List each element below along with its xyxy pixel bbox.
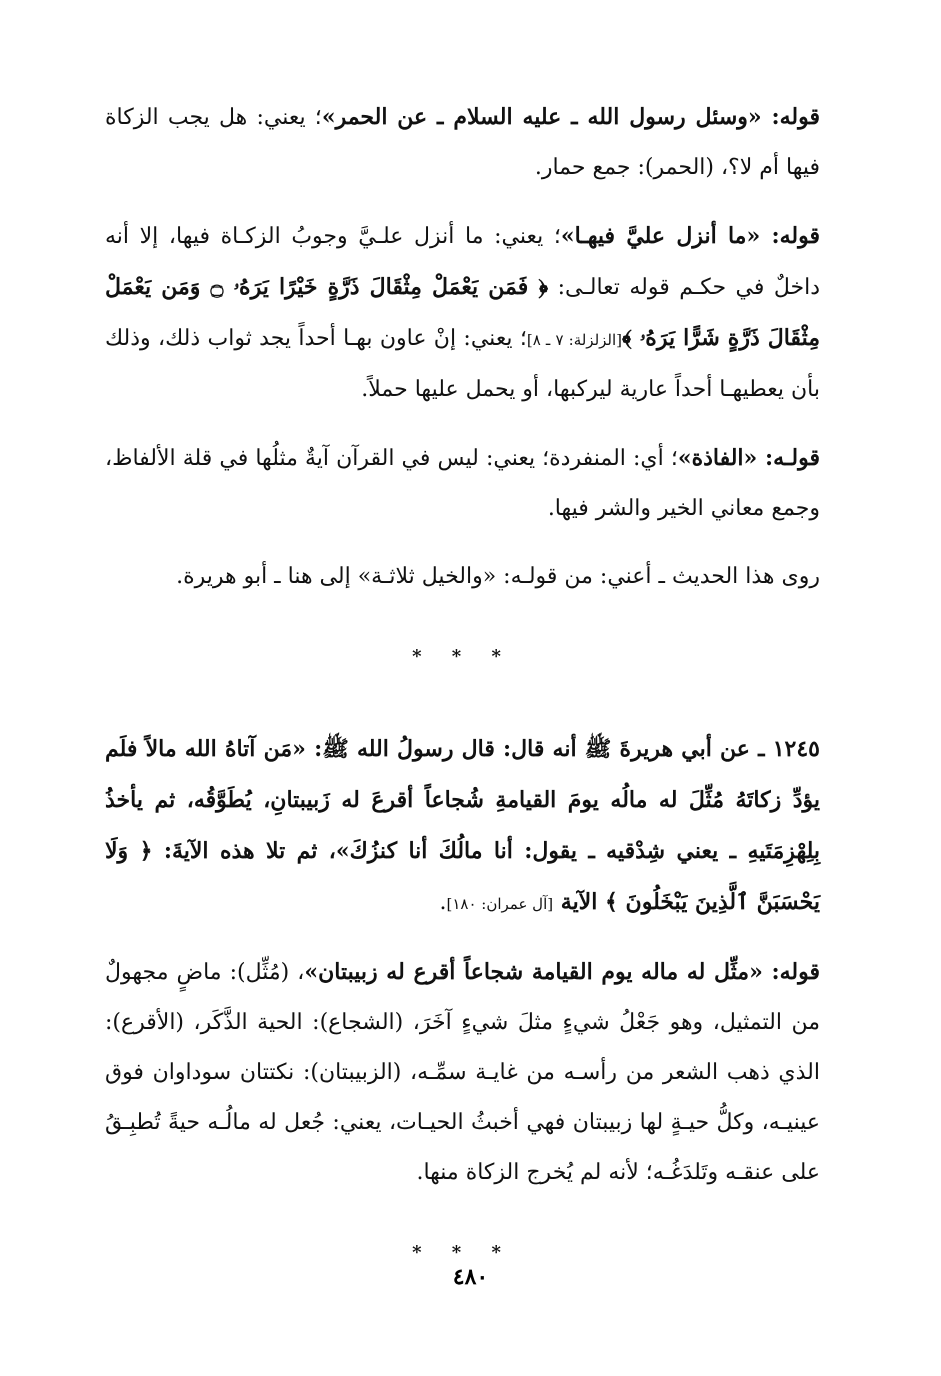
explanation-text: ؛ يعني: إنْ عاون بهـا أحداً يجد ثواب ذلك، وذلك بأن يعطيهـا أحداً عارية ليركبها، أو يحمل عليها حملاً. (105, 326, 820, 402)
section-separator: * * * (412, 1242, 513, 1263)
hadith-paragraph (105, 724, 820, 929)
explanation-text: ؛ يعني: هل يجب الزكاة فيها أم لا؟، (الحمر): جمع حمار. (105, 105, 820, 180)
commentary-paragraph (105, 947, 820, 1198)
quote-heading: قوله: «وسئل رسول الله ـ عليه السلام ـ عن الحمر» (321, 104, 821, 130)
paragraph-2 (105, 211, 820, 415)
punctuation: . (439, 890, 447, 915)
explanation-text: ، (مُثِّل): ماضٍ مجهولٌ من التمثيل، وهو جَعْلُ شيءٍ مثلَ شيءٍ آخَرَ، (الشجاع): الحية الذَّكَر، (الأقرع): الذي ذهب الشعر من رأسـه من غايـة سمِّـه، (الزبيبتان): نكتتان سوداوان فوق عينيـه، وكلُّ حيـةٍ لها زبيبتان فهي أخبثُ الحيـات، يعني: جُعل له مالُـه حيةً تُطبِـقُ على عنقـه وتَلدَغُـه؛ لأنه لم يُخرج الزكاة منها. (105, 960, 820, 1185)
explanation-text: ؛ يعني: ما أنزل علـيَّ وجوبُ الزكـاة فيها، إلا أنه داخلٌ في حكـم قوله تعالـى: (105, 224, 820, 300)
quran-verse: ﴿ فَمَن يَعْمَلْ مِثْقَالَ ذَرَّةٍ خَيْرًا يَرَهُۥ ۝ وَمَن يَعْمَلْ مِثْقَالَ ذَرَّةٍ شَرًّا يَرَهُۥ ﴾ (105, 274, 820, 351)
paragraph-4 (105, 552, 820, 602)
hadith-text: ١٢٤٥ ـ عن أبي هريرةَ ﷺ أنه قال: قال رسولُ الله ﷺ: «مَن آتاهُ الله مالاً فلَم يؤدِّ زكاتَهُ مُثِّلَ له مالُه يومَ القيامةِ شُجاعاً أقرعَ له زَبيبتانِ، يُطَوَّقُه، ثم يأخذُ بِلِهْزِمَتَيهِ ـ يعني شِدْقيه ـ يقول: أنا مالُكَ أنا كنزُكَ»، ثم تلا هذه الآيةَ: ﴿ وَلَا يَحْسَبَنَّ ٱلَّذِينَ يَبْخَلُونَ ﴾ الآية (105, 736, 820, 915)
paragraph-1 (105, 92, 820, 193)
narration-note: روى هذا الحديث ـ أعني: من قولـه: «والخيل ثلاثـة» إلى هنا ـ أبو هريرة. (176, 564, 820, 589)
verse-reference: [الزلزلة: ٧ ـ ٨] (526, 331, 623, 349)
section-separator: * * * (412, 646, 513, 667)
quote-heading: قولـه: «الفاذة» (677, 445, 820, 471)
explanation-text: ؛ أي: المنفردة؛ يعني: ليس في القرآن آيةٌ مثلُها في قلة الألفاظ، وجمع معاني الخير والشر فيها. (105, 446, 820, 521)
verse-reference: [آل عمران: ١٨٠] (446, 895, 554, 913)
page-body (105, 92, 820, 1320)
quote-heading: قوله: «ما أنزل عليَّ فيهـا» (560, 223, 820, 249)
page-number: ٤٨٠ (452, 1264, 489, 1290)
quote-heading: قوله: «مثِّل له ماله يوم القيامة شجاعاً أقرع له زبيبتان» (304, 959, 820, 985)
paragraph-3 (105, 433, 820, 534)
